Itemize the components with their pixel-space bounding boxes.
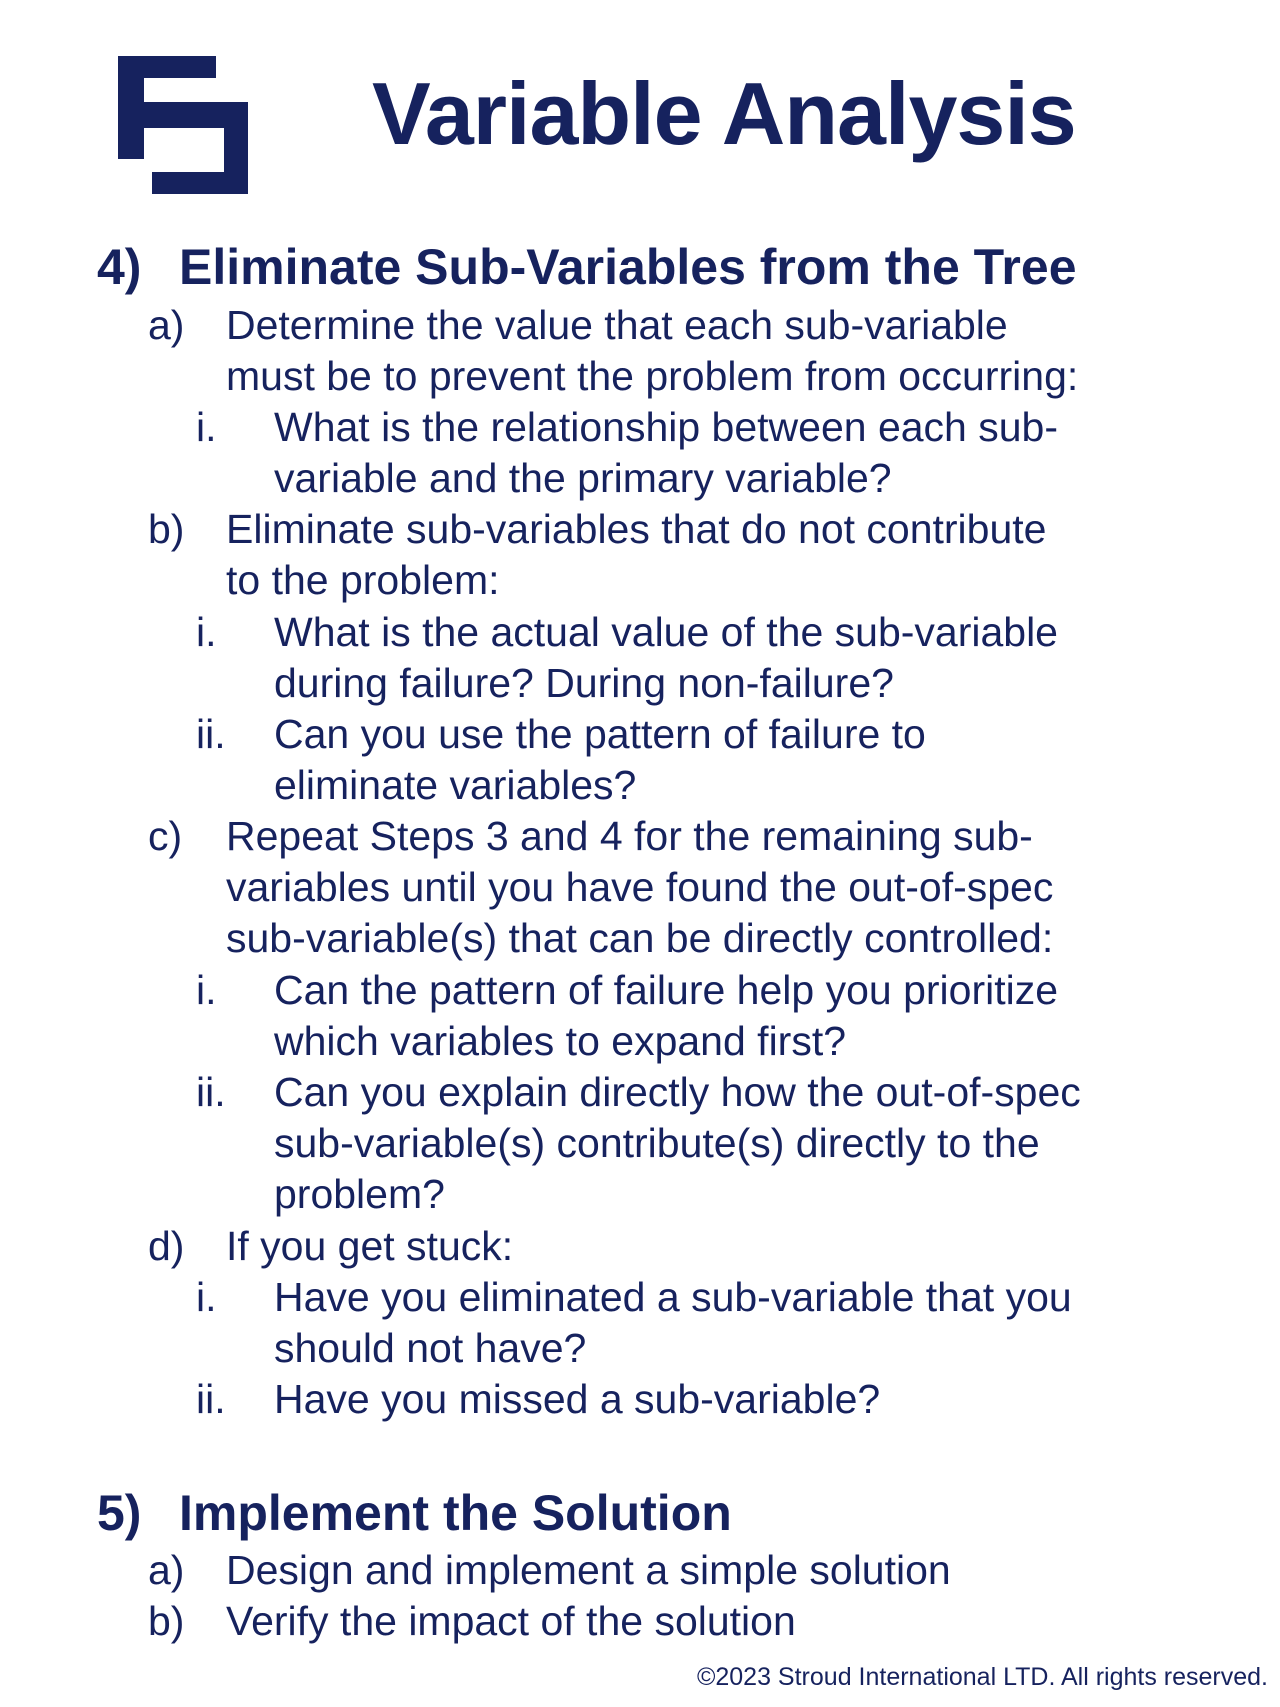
item-marker: b) bbox=[148, 506, 185, 552]
section-title: Eliminate Sub-Variables from the Tree bbox=[179, 239, 1077, 295]
subitem-line: What is the actual value of the sub-variable bbox=[274, 609, 1058, 655]
item-marker: c) bbox=[148, 813, 183, 859]
item-marker: a) bbox=[148, 302, 185, 348]
subitem-line: Have you eliminated a sub-variable that you bbox=[274, 1274, 1072, 1320]
item-line: If you get stuck: bbox=[226, 1223, 514, 1269]
subitem-line: What is the relationship between each sub- bbox=[274, 404, 1059, 450]
item-line: variables until you have found the out-of-spec bbox=[226, 864, 1054, 910]
item-marker: b) bbox=[148, 1598, 185, 1644]
item-line: must be to prevent the problem from occurring: bbox=[226, 353, 1079, 399]
subitem-line: sub-variable(s) contribute(s) directly to the bbox=[274, 1120, 1040, 1166]
subitem-line: should not have? bbox=[274, 1325, 587, 1371]
subitem-marker: i. bbox=[196, 609, 217, 655]
subitem-line: Can you use the pattern of failure to bbox=[274, 711, 926, 757]
item-line: Design and implement a simple solution bbox=[226, 1547, 951, 1593]
subitem-line: eliminate variables? bbox=[274, 762, 637, 808]
subitem-marker: i. bbox=[196, 1274, 217, 1320]
company-logo bbox=[118, 56, 248, 194]
subitem-line: Can the pattern of failure help you prioritize bbox=[274, 967, 1059, 1013]
subitem-line: problem? bbox=[274, 1171, 445, 1217]
subitem-line: Have you missed a sub-variable? bbox=[274, 1376, 881, 1422]
item-marker: a) bbox=[148, 1547, 185, 1593]
item-line: Repeat Steps 3 and 4 for the remaining sub- bbox=[226, 813, 1033, 859]
subitem-line: variable and the primary variable? bbox=[274, 455, 892, 501]
subitem-line: which variables to expand first? bbox=[274, 1018, 847, 1064]
subitem-marker: ii. bbox=[196, 1376, 226, 1422]
subitem-marker: i. bbox=[196, 404, 217, 450]
section-number: 5) bbox=[97, 1485, 142, 1541]
subitem-line: during failure? During non-failure? bbox=[274, 660, 894, 706]
copyright-footer: ©2023 Stroud International LTD. All rights reserved. bbox=[696, 1663, 1268, 1691]
subitem-marker: ii. bbox=[196, 711, 226, 757]
item-line: Eliminate sub-variables that do not contribute bbox=[226, 506, 1047, 552]
section-5-heading bbox=[97, 1485, 732, 1541]
page-title: Variable Analysis bbox=[372, 64, 1076, 163]
subitem-marker: ii. bbox=[196, 1069, 226, 1115]
section-title: Implement the Solution bbox=[179, 1485, 732, 1541]
item-line: sub-variable(s) that can be directly controlled: bbox=[226, 915, 1054, 961]
item-line: Verify the impact of the solution bbox=[226, 1598, 796, 1644]
item-line: to the problem: bbox=[226, 557, 500, 603]
section-number: 4) bbox=[97, 239, 142, 295]
subitem-marker: i. bbox=[196, 967, 217, 1013]
item-marker: d) bbox=[148, 1223, 185, 1269]
subitem-line: Can you explain directly how the out-of-spec bbox=[274, 1069, 1081, 1115]
section-4-heading bbox=[97, 239, 1077, 295]
item-line: Determine the value that each sub-variable bbox=[226, 302, 1008, 348]
